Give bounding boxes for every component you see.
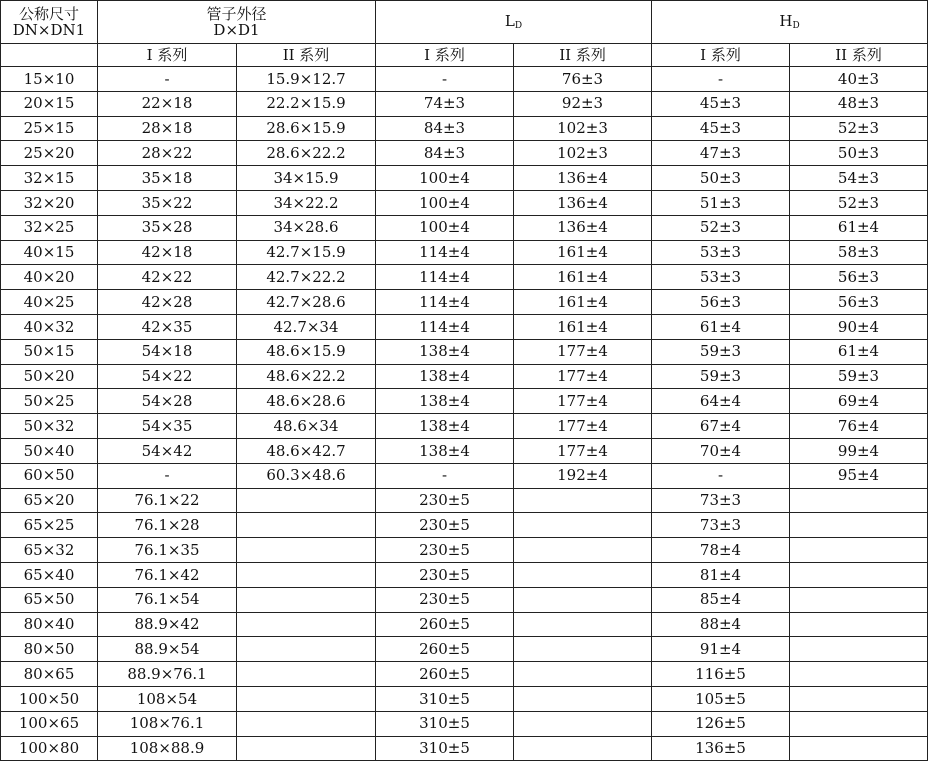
ld-series1-cell: - xyxy=(376,463,514,488)
nominal-size-cell: 25×15 xyxy=(1,116,98,141)
hd-series1-cell: 73±3 xyxy=(652,488,790,513)
table-row xyxy=(1,141,928,166)
ld-series1-cell: 74±3 xyxy=(376,91,514,116)
header-row-1 xyxy=(1,1,928,44)
ld-series2-cell: 177±4 xyxy=(514,364,652,389)
hd-series2-cell xyxy=(790,587,928,612)
od-series2-cell xyxy=(237,612,376,637)
od-series2-cell xyxy=(237,736,376,761)
hd-series1-cell: - xyxy=(652,67,790,92)
hd-series1-cell: 91±4 xyxy=(652,637,790,662)
ld-series1-cell: 260±5 xyxy=(376,612,514,637)
ld-series1-cell: 230±5 xyxy=(376,488,514,513)
od-series1-cell: 35×28 xyxy=(98,215,237,240)
od-series2-cell xyxy=(237,538,376,563)
nominal-size-cell: 50×40 xyxy=(1,438,98,463)
od-series1-header: I 系列 xyxy=(98,44,237,67)
table-row xyxy=(1,637,928,662)
hd-series1-cell: 85±4 xyxy=(652,587,790,612)
nominal-size-cell: 50×32 xyxy=(1,414,98,439)
od-series1-cell: 76.1×35 xyxy=(98,538,237,563)
ld-header xyxy=(376,1,652,44)
hd-series1-header: I 系列 xyxy=(652,44,790,67)
ld-series2-cell xyxy=(514,711,652,736)
hd-series2-cell: 40±3 xyxy=(790,67,928,92)
table-row xyxy=(1,314,928,339)
ld-series1-cell: 138±4 xyxy=(376,438,514,463)
od-series1-cell: 35×18 xyxy=(98,166,237,191)
hd-series1-cell: 45±3 xyxy=(652,116,790,141)
hd-series1-cell: 70±4 xyxy=(652,438,790,463)
nominal-size-cell: 25×20 xyxy=(1,141,98,166)
nominal-size-cell: 15×10 xyxy=(1,67,98,92)
hd-series2-cell: 58±3 xyxy=(790,240,928,265)
nominal-size-cell: 65×50 xyxy=(1,587,98,612)
table-row xyxy=(1,190,928,215)
od-series1-cell: 54×28 xyxy=(98,389,237,414)
ld-series2-cell xyxy=(514,513,652,538)
ld-symbol: L xyxy=(504,11,515,30)
od-series2-cell: 42.7×28.6 xyxy=(237,290,376,315)
ld-series2-cell: 177±4 xyxy=(514,339,652,364)
table-row xyxy=(1,67,928,92)
pipe-od-notation: D×D1 xyxy=(213,21,260,39)
od-series1-cell: 22×18 xyxy=(98,91,237,116)
table-row xyxy=(1,587,928,612)
nominal-size-cell: 50×25 xyxy=(1,389,98,414)
ld-series2-cell xyxy=(514,562,652,587)
od-series2-cell: 48.6×34 xyxy=(237,414,376,439)
od-series2-cell: 60.3×48.6 xyxy=(237,463,376,488)
hd-series2-cell: 76±4 xyxy=(790,414,928,439)
nominal-size-cell: 65×25 xyxy=(1,513,98,538)
nominal-size-cell: 65×32 xyxy=(1,538,98,563)
table-row xyxy=(1,240,928,265)
hd-series1-cell: 45±3 xyxy=(652,91,790,116)
od-series1-cell: 54×35 xyxy=(98,414,237,439)
ld-series2-cell xyxy=(514,538,652,563)
ld-series2-cell: 136±4 xyxy=(514,215,652,240)
ld-series2-cell: 161±4 xyxy=(514,265,652,290)
od-series2-cell: 28.6×15.9 xyxy=(237,116,376,141)
table-row xyxy=(1,612,928,637)
hd-series2-cell xyxy=(790,488,928,513)
table-row xyxy=(1,538,928,563)
nominal-size-header xyxy=(1,1,98,44)
hd-series2-cell: 69±4 xyxy=(790,389,928,414)
ld-series2-cell: 76±3 xyxy=(514,67,652,92)
od-series2-cell xyxy=(237,686,376,711)
hd-symbol: H xyxy=(779,11,793,30)
od-series1-cell: 108×54 xyxy=(98,686,237,711)
table-row xyxy=(1,339,928,364)
hd-series1-cell: 64±4 xyxy=(652,389,790,414)
od-series1-cell: 54×42 xyxy=(98,438,237,463)
hd-series2-cell: 48±3 xyxy=(790,91,928,116)
ld-series1-cell: 310±5 xyxy=(376,736,514,761)
hd-series2-cell: 95±4 xyxy=(790,463,928,488)
od-series1-cell: - xyxy=(98,67,237,92)
nominal-size-cell: 80×65 xyxy=(1,662,98,687)
hd-series1-cell: 50±3 xyxy=(652,166,790,191)
ld-series2-cell: 161±4 xyxy=(514,290,652,315)
hd-series2-cell xyxy=(790,612,928,637)
od-series1-cell: 88.9×54 xyxy=(98,637,237,662)
od-series1-cell: 108×76.1 xyxy=(98,711,237,736)
ld-series2-header: II 系列 xyxy=(514,44,652,67)
table-row xyxy=(1,488,928,513)
ld-series1-cell: 114±4 xyxy=(376,265,514,290)
table-row xyxy=(1,463,928,488)
hd-series1-cell: 56±3 xyxy=(652,290,790,315)
nominal-size-cell: 80×50 xyxy=(1,637,98,662)
od-series1-cell: - xyxy=(98,463,237,488)
nominal-size-cell: 40×32 xyxy=(1,314,98,339)
ld-series2-cell xyxy=(514,637,652,662)
nominal-size-label: 公称尺寸 xyxy=(18,4,79,23)
od-series2-header: II 系列 xyxy=(237,44,376,67)
nominal-size-cell: 80×40 xyxy=(1,612,98,637)
hd-series2-cell xyxy=(790,637,928,662)
nominal-size-cell: 100×65 xyxy=(1,711,98,736)
hd-series1-cell: 52±3 xyxy=(652,215,790,240)
od-series1-cell: 42×18 xyxy=(98,240,237,265)
od-series2-cell: 28.6×22.2 xyxy=(237,141,376,166)
od-series2-cell xyxy=(237,711,376,736)
nominal-size-cell: 40×15 xyxy=(1,240,98,265)
ld-series2-cell: 136±4 xyxy=(514,166,652,191)
nominal-size-cell: 65×20 xyxy=(1,488,98,513)
hd-series2-cell xyxy=(790,736,928,761)
nominal-size-cell: 60×50 xyxy=(1,463,98,488)
od-series2-cell: 34×28.6 xyxy=(237,215,376,240)
ld-series2-cell xyxy=(514,587,652,612)
od-series2-cell: 42.7×34 xyxy=(237,314,376,339)
pipe-od-label: 管子外径 xyxy=(206,4,267,23)
hd-series2-cell xyxy=(790,662,928,687)
ld-series2-cell: 161±4 xyxy=(514,240,652,265)
table-row xyxy=(1,662,928,687)
ld-series1-cell: 114±4 xyxy=(376,290,514,315)
hd-series2-cell: 54±3 xyxy=(790,166,928,191)
od-series2-cell: 15.9×12.7 xyxy=(237,67,376,92)
od-series1-cell: 88.9×42 xyxy=(98,612,237,637)
hd-series1-cell: 88±4 xyxy=(652,612,790,637)
ld-series1-cell: 138±4 xyxy=(376,364,514,389)
hd-series1-cell: 47±3 xyxy=(652,141,790,166)
table-row xyxy=(1,389,928,414)
table-row xyxy=(1,562,928,587)
ld-series2-cell: 192±4 xyxy=(514,463,652,488)
hd-series2-cell: 61±4 xyxy=(790,339,928,364)
od-series2-cell: 42.7×22.2 xyxy=(237,265,376,290)
hd-series2-header: II 系列 xyxy=(790,44,928,67)
hd-series1-cell: 73±3 xyxy=(652,513,790,538)
od-series2-cell xyxy=(237,488,376,513)
table-row xyxy=(1,265,928,290)
nominal-size-cell: 32×20 xyxy=(1,190,98,215)
table-row xyxy=(1,513,928,538)
od-series1-cell: 42×28 xyxy=(98,290,237,315)
nominal-size-cell: 100×50 xyxy=(1,686,98,711)
table-row xyxy=(1,116,928,141)
hd-series1-cell: 51±3 xyxy=(652,190,790,215)
hd-series2-cell: 99±4 xyxy=(790,438,928,463)
hd-series1-cell: - xyxy=(652,463,790,488)
ld-series1-cell: 230±5 xyxy=(376,513,514,538)
od-series1-cell: 76.1×22 xyxy=(98,488,237,513)
ld-series1-cell: 260±5 xyxy=(376,662,514,687)
od-series2-cell: 48.6×22.2 xyxy=(237,364,376,389)
hd-series2-cell: 50±3 xyxy=(790,141,928,166)
ld-series2-cell xyxy=(514,662,652,687)
nominal-size-cell: 100×80 xyxy=(1,736,98,761)
nominal-size-cell: 50×20 xyxy=(1,364,98,389)
ld-series1-cell: 84±3 xyxy=(376,116,514,141)
hd-series1-cell: 53±3 xyxy=(652,240,790,265)
od-series2-cell: 48.6×28.6 xyxy=(237,389,376,414)
hd-series2-cell xyxy=(790,513,928,538)
hd-series2-cell: 56±3 xyxy=(790,265,928,290)
hd-series1-cell: 105±5 xyxy=(652,686,790,711)
hd-series1-cell: 136±5 xyxy=(652,736,790,761)
ld-series1-cell: 114±4 xyxy=(376,240,514,265)
ld-series2-cell xyxy=(514,686,652,711)
od-series1-cell: 88.9×76.1 xyxy=(98,662,237,687)
ld-series1-header: I 系列 xyxy=(376,44,514,67)
table-row xyxy=(1,736,928,761)
hd-series1-cell: 78±4 xyxy=(652,538,790,563)
od-series1-cell: 42×22 xyxy=(98,265,237,290)
od-series1-cell: 54×22 xyxy=(98,364,237,389)
od-series2-cell: 34×22.2 xyxy=(237,190,376,215)
table-row xyxy=(1,364,928,389)
hd-series2-cell: 59±3 xyxy=(790,364,928,389)
ld-series2-cell xyxy=(514,736,652,761)
hd-header xyxy=(652,1,928,44)
od-series2-cell xyxy=(237,587,376,612)
table-row xyxy=(1,166,928,191)
od-series2-cell xyxy=(237,562,376,587)
od-series2-cell: 48.6×15.9 xyxy=(237,339,376,364)
od-series2-cell xyxy=(237,662,376,687)
ld-series1-cell: 84±3 xyxy=(376,141,514,166)
hd-series2-cell: 52±3 xyxy=(790,190,928,215)
ld-series1-cell: 310±5 xyxy=(376,711,514,736)
table-row xyxy=(1,290,928,315)
ld-series2-cell: 161±4 xyxy=(514,314,652,339)
hd-series1-cell: 59±3 xyxy=(652,339,790,364)
ld-series2-cell: 136±4 xyxy=(514,190,652,215)
hd-series1-cell: 67±4 xyxy=(652,414,790,439)
od-series1-cell: 54×18 xyxy=(98,339,237,364)
ld-series1-cell: 138±4 xyxy=(376,339,514,364)
table-row xyxy=(1,438,928,463)
header-row-2 xyxy=(1,44,928,67)
od-series2-cell: 22.2×15.9 xyxy=(237,91,376,116)
nominal-size-cell: 50×15 xyxy=(1,339,98,364)
ld-series1-cell: 100±4 xyxy=(376,190,514,215)
hd-series2-cell xyxy=(790,538,928,563)
od-series1-cell: 76.1×28 xyxy=(98,513,237,538)
od-series2-cell: 42.7×15.9 xyxy=(237,240,376,265)
ld-series1-cell: 100±4 xyxy=(376,215,514,240)
hd-series1-cell: 81±4 xyxy=(652,562,790,587)
ld-series2-cell: 102±3 xyxy=(514,116,652,141)
od-series1-cell: 28×22 xyxy=(98,141,237,166)
ld-series2-cell: 177±4 xyxy=(514,414,652,439)
table-row xyxy=(1,686,928,711)
ld-series1-cell: 230±5 xyxy=(376,562,514,587)
hd-series2-cell xyxy=(790,711,928,736)
hd-series2-cell: 52±3 xyxy=(790,116,928,141)
hd-series1-cell: 59±3 xyxy=(652,364,790,389)
pipe-od-header xyxy=(98,1,376,44)
od-series2-cell: 48.6×42.7 xyxy=(237,438,376,463)
ld-series1-cell: - xyxy=(376,67,514,92)
ld-series2-cell: 92±3 xyxy=(514,91,652,116)
ld-series1-cell: 260±5 xyxy=(376,637,514,662)
ld-series1-cell: 114±4 xyxy=(376,314,514,339)
hd-series2-cell xyxy=(790,562,928,587)
nominal-size-cell: 40×25 xyxy=(1,290,98,315)
od-series1-cell: 76.1×42 xyxy=(98,562,237,587)
od-series2-cell xyxy=(237,637,376,662)
table-row xyxy=(1,215,928,240)
nominal-size-cell: 32×25 xyxy=(1,215,98,240)
ld-series1-cell: 230±5 xyxy=(376,587,514,612)
od-series2-cell xyxy=(237,513,376,538)
table-row xyxy=(1,91,928,116)
ld-series1-cell: 138±4 xyxy=(376,389,514,414)
hd-subscript: D xyxy=(792,20,800,31)
ld-series1-cell: 230±5 xyxy=(376,538,514,563)
hd-series2-cell: 61±4 xyxy=(790,215,928,240)
ld-series1-cell: 100±4 xyxy=(376,166,514,191)
hd-series2-cell xyxy=(790,686,928,711)
ld-series1-cell: 310±5 xyxy=(376,686,514,711)
table-row xyxy=(1,711,928,736)
nominal-size-cell: 32×15 xyxy=(1,166,98,191)
hd-series1-cell: 116±5 xyxy=(652,662,790,687)
hd-series1-cell: 53±3 xyxy=(652,265,790,290)
ld-series2-cell xyxy=(514,612,652,637)
nominal-size-cell: 65×40 xyxy=(1,562,98,587)
table-row xyxy=(1,414,928,439)
od-series1-cell: 42×35 xyxy=(98,314,237,339)
od-series1-cell: 28×18 xyxy=(98,116,237,141)
ld-series1-cell: 138±4 xyxy=(376,414,514,439)
od-series1-cell: 76.1×54 xyxy=(98,587,237,612)
od-series1-cell: 108×88.9 xyxy=(98,736,237,761)
hd-series1-cell: 61±4 xyxy=(652,314,790,339)
hd-series2-cell: 56±3 xyxy=(790,290,928,315)
ld-series2-cell xyxy=(514,488,652,513)
header-blank-cell xyxy=(1,44,98,67)
hd-series2-cell: 90±4 xyxy=(790,314,928,339)
ld-series2-cell: 177±4 xyxy=(514,438,652,463)
ld-series2-cell: 102±3 xyxy=(514,141,652,166)
hd-series1-cell: 126±5 xyxy=(652,711,790,736)
nominal-size-cell: 40×20 xyxy=(1,265,98,290)
ld-series2-cell: 177±4 xyxy=(514,389,652,414)
nominal-size-notation: DN×DN1 xyxy=(12,21,86,39)
od-series2-cell: 34×15.9 xyxy=(237,166,376,191)
nominal-size-cell: 20×15 xyxy=(1,91,98,116)
od-series1-cell: 35×22 xyxy=(98,190,237,215)
ld-subscript: D xyxy=(514,20,523,31)
